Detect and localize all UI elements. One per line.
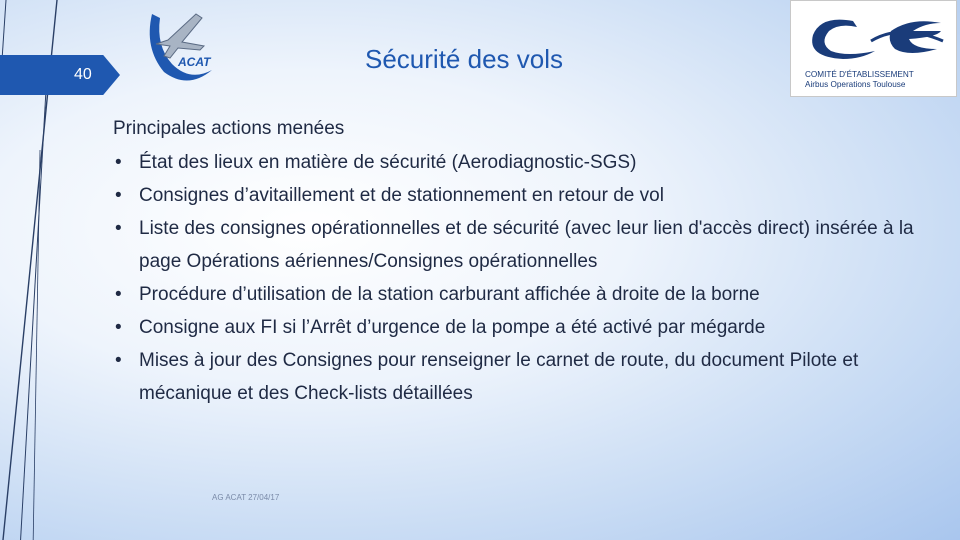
bullet-text: Mises à jour des Consignes pour renseigner le carnet de route, du document Pilote et mécanique et des Check-lists détaillées bbox=[139, 350, 859, 404]
bullet-item bbox=[113, 146, 943, 179]
ce-logo-line1: COMITÉ D'ÉTABLISSEMENT bbox=[805, 70, 914, 79]
slide-title: Sécurité des vols bbox=[365, 44, 563, 74]
bullet-item bbox=[113, 278, 943, 311]
page-number: 40 bbox=[74, 66, 92, 83]
bullet-item bbox=[113, 344, 943, 410]
acat-logo-text: ACAT bbox=[178, 55, 211, 69]
page-number-tab bbox=[0, 55, 120, 95]
bullet-text: Consignes d’avitaillement et de stationnement en retour de vol bbox=[139, 185, 664, 206]
bullet-marker: • bbox=[115, 185, 122, 206]
bullet-text: Liste des consignes opérationnelles et de sécurité (avec leur lien d'accès direct) insérée à la page Opérations aériennes/Consignes opérationnelles bbox=[139, 218, 914, 272]
bullet-marker: • bbox=[115, 317, 122, 338]
content-heading: Principales actions menées bbox=[113, 118, 345, 139]
acat-logo bbox=[130, 0, 226, 92]
ce-logo bbox=[790, 0, 957, 97]
bullet-item bbox=[113, 311, 943, 344]
ce-logo-line2: Airbus Operations Toulouse bbox=[805, 80, 906, 89]
bullet-item bbox=[113, 212, 943, 278]
bullet-marker: • bbox=[115, 350, 122, 371]
bullet-item bbox=[113, 179, 943, 212]
footer-text: AG ACAT 27/04/17 bbox=[212, 493, 280, 502]
bullet-text: Procédure d’utilisation de la station carburant affichée à droite de la borne bbox=[139, 284, 760, 305]
bullet-marker: • bbox=[115, 218, 122, 239]
bullet-marker: • bbox=[115, 152, 122, 173]
slide-content bbox=[113, 112, 943, 410]
bullet-text: État des lieux en matière de sécurité (Aerodiagnostic-SGS) bbox=[139, 152, 637, 173]
bullet-text: Consigne aux FI si l’Arrêt d’urgence de la pompe a été activé par mégarde bbox=[139, 317, 766, 338]
bullet-marker: • bbox=[115, 284, 122, 305]
bullet-list bbox=[113, 146, 943, 410]
